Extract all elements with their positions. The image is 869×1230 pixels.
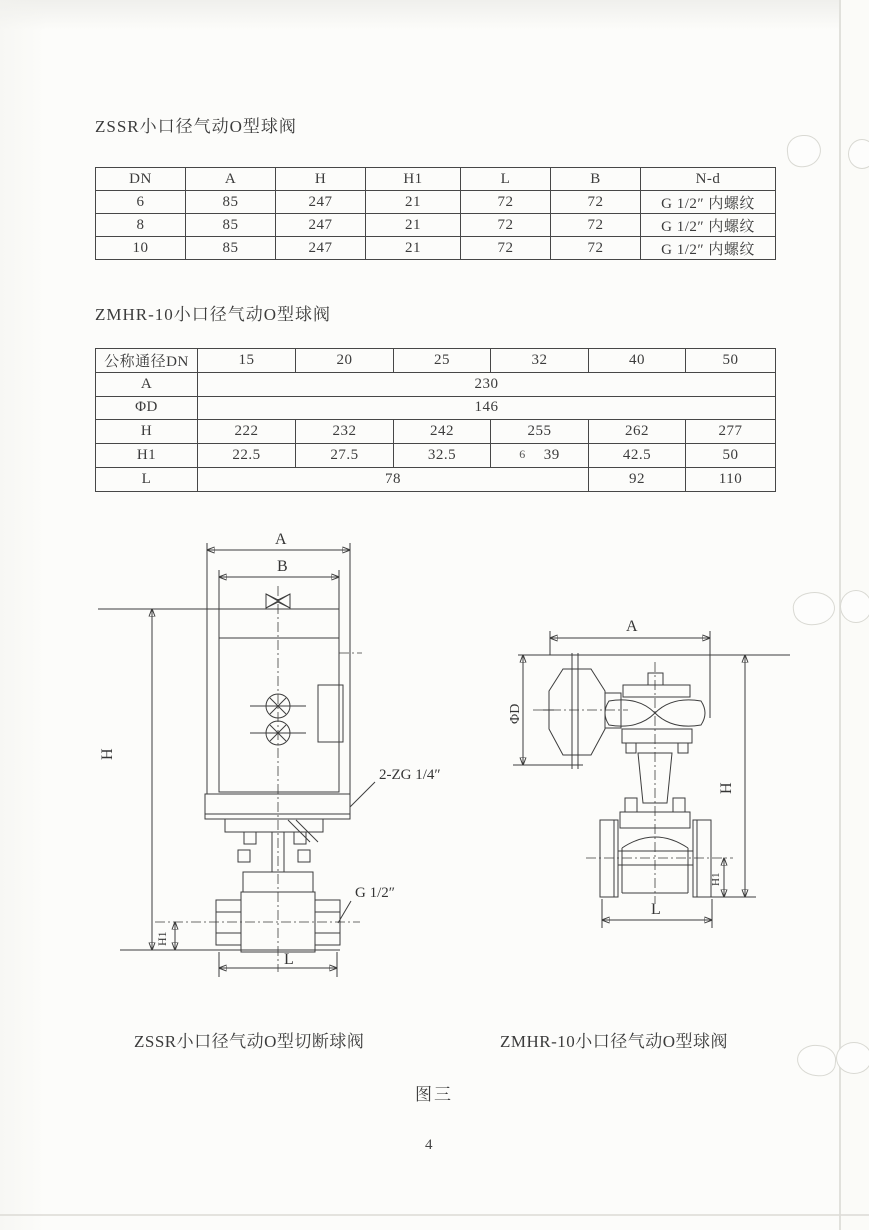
dim-label-a: A [626, 618, 638, 635]
binding-hole [836, 1042, 869, 1074]
table-cell: 255 [491, 420, 589, 444]
table-cell: 247 [276, 214, 366, 237]
caption-zmhr: ZMHR-10小口径气动O型球阀 [500, 1032, 729, 1051]
table-row [96, 420, 776, 444]
dim-label-h: H [718, 782, 735, 794]
table-cell: 110 [686, 467, 776, 491]
table-cell: 247 [276, 191, 366, 214]
table-cell: 72 [461, 191, 551, 214]
table-cell: H1 [96, 444, 198, 468]
table-cell: N-d [641, 168, 776, 191]
table-cell: 32 [491, 349, 589, 373]
table-cell: DN [96, 168, 186, 191]
table-cell: 232 [296, 420, 394, 444]
table-cell: L [461, 168, 551, 191]
zmhr-valve-drawing [488, 598, 798, 938]
table-cell: G 1/2″ 内螺纹 [641, 214, 776, 237]
table-cell: 72 [461, 214, 551, 237]
table-cell: 22.5 [198, 444, 296, 468]
table-cell: 21 [366, 191, 461, 214]
table-cell: 21 [366, 237, 461, 260]
table-cell: A [96, 372, 198, 396]
table-row [96, 467, 776, 491]
table-cell: 92 [589, 467, 686, 491]
table-cell: 72 [551, 191, 641, 214]
table-cell: 72 [461, 237, 551, 260]
scan-shadow-left [0, 0, 46, 1230]
table-cell: 32.5 [394, 444, 491, 468]
dim-label-l: L [651, 901, 661, 918]
table-cell: 42.5 [589, 444, 686, 468]
port-thread-label: G 1/2″ [355, 885, 395, 901]
table-cell: 222 [198, 420, 296, 444]
table-cell: 230 [198, 372, 776, 396]
table-cell: 6 [96, 191, 186, 214]
table-cell: 262 [589, 420, 686, 444]
caption-zssr: ZSSR小口径气动O型切断球阀 [134, 1032, 365, 1051]
table-cell: 20 [296, 349, 394, 373]
section1-title: ZSSR小口径气动O型球阀 [95, 117, 297, 136]
air-connection-label: 2-ZG 1/4″ [379, 767, 441, 783]
table-cell: 21 [366, 214, 461, 237]
table-cell: 242 [394, 420, 491, 444]
table-cell: 85 [186, 191, 276, 214]
table-cell: A [186, 168, 276, 191]
table-cell: 27.5 [296, 444, 394, 468]
dim-label-phid: ΦD [508, 703, 523, 724]
table-cell: 72 [551, 214, 641, 237]
table-cell: 15 [198, 349, 296, 373]
table-cell: 85 [186, 237, 276, 260]
binding-hole [785, 133, 822, 168]
table-row [96, 372, 776, 396]
figure-label: 图三 [415, 1085, 453, 1104]
table-cell: H [96, 420, 198, 444]
zmhr-dimension-table [95, 348, 776, 492]
table-cell: L [96, 467, 198, 491]
zssr-dimension-table [95, 167, 776, 260]
table-cell: 6 39 [491, 444, 589, 468]
table-cell: 10 [96, 237, 186, 260]
dim-label-h1: H1 [710, 872, 722, 886]
table-cell: 40 [589, 349, 686, 373]
table-cell: 146 [198, 396, 776, 420]
table-cell: 247 [276, 237, 366, 260]
dim-label-h1: H1 [155, 931, 169, 946]
table-cell: 公称通径DN [96, 349, 198, 373]
table-row [96, 396, 776, 420]
table-cell: G 1/2″ 内螺纹 [641, 191, 776, 214]
table-cell: H [276, 168, 366, 191]
table-cell: 277 [686, 420, 776, 444]
table-cell: 25 [394, 349, 491, 373]
table-cell: 8 [96, 214, 186, 237]
binding-hole [848, 139, 869, 169]
section2-title: ZMHR-10小口径气动O型球阀 [95, 305, 332, 324]
table-cell: G 1/2″ 内螺纹 [641, 237, 776, 260]
table-cell: 72 [551, 237, 641, 260]
table-cell: 85 [186, 214, 276, 237]
table-row [96, 168, 776, 191]
table-cell: H1 [366, 168, 461, 191]
dim-label-l: L [284, 951, 294, 968]
scan-shadow-bottom [0, 1214, 869, 1216]
dim-label-h: H [99, 748, 116, 760]
zssr-valve-drawing [98, 520, 470, 995]
table-cell: 50 [686, 444, 776, 468]
binding-hole [796, 1043, 838, 1077]
table-row [96, 191, 776, 214]
table-row [96, 214, 776, 237]
table-row [96, 444, 776, 468]
table-cell: 50 [686, 349, 776, 373]
table-cell: ΦD [96, 396, 198, 420]
dim-label-b: B [277, 558, 288, 575]
binding-hole [840, 590, 869, 623]
table-row [96, 237, 776, 260]
stray-print-mark: 6 [519, 447, 526, 462]
table-cell: 78 [198, 467, 589, 491]
table-cell: B [551, 168, 641, 191]
scan-shadow-top [0, 0, 869, 30]
table-row [96, 349, 776, 373]
page-number: 4 [425, 1137, 433, 1153]
dim-label-a: A [275, 531, 287, 548]
